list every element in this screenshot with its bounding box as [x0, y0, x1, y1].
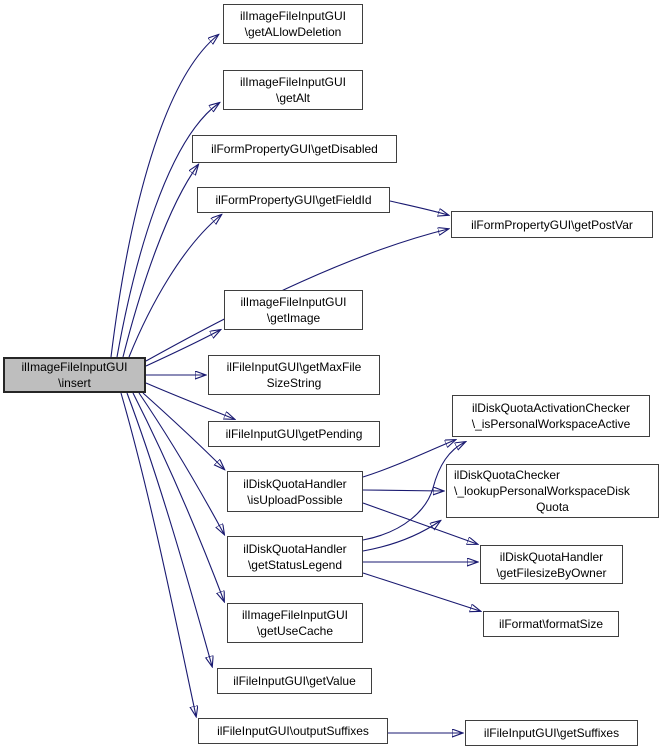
node-ilDiskQuotaActivationChecker-isPersonalWorkspaceActive[interactable]: ilDiskQuotaActivationChecker \_isPersonalWorkspaceActive — [452, 395, 650, 437]
edge-insert-to-getValue — [127, 393, 212, 666]
edge-isUploadPossible-to-lookupPersonalWorkspaceDiskQuota — [363, 490, 443, 491]
node-ilImageFileInputGUI-insert: ilImageFileInputGUI \insert — [3, 357, 146, 393]
node-ilFormPropertyGUI-getFieldId[interactable]: ilFormPropertyGUI\getFieldId — [197, 187, 390, 213]
edge-getFieldId-to-getPostVar — [390, 201, 448, 215]
node-ilDiskQuotaHandler-getFilesizeByOwner[interactable]: ilDiskQuotaHandler \getFilesizeByOwner — [480, 545, 623, 584]
node-ilFileInputGUI-getPending[interactable]: ilFileInputGUI\getPending — [208, 421, 380, 447]
node-ilImageFileInputGUI-getImage[interactable]: ilImageFileInputGUI \getImage — [224, 290, 363, 330]
edge-getStatusLegend-to-formatSize — [363, 573, 480, 611]
node-ilImageFileInputGUI-getUseCache[interactable]: ilImageFileInputGUI \getUseCache — [227, 603, 363, 643]
node-ilFileInputGUI-getMaxFileSizeString[interactable]: ilFileInputGUI\getMaxFile SizeString — [208, 355, 380, 395]
node-ilFormPropertyGUI-getDisabled[interactable]: ilFormPropertyGUI\getDisabled — [192, 135, 397, 163]
node-ilFileInputGUI-getValue[interactable]: ilFileInputGUI\getValue — [217, 668, 372, 694]
node-ilImageFileInputGUI-getALlowDeletion[interactable]: ilImageFileInputGUI \getALlowDeletion — [223, 4, 363, 44]
node-ilFileInputGUI-getSuffixes[interactable]: ilFileInputGUI\getSuffixes — [465, 720, 638, 746]
node-ilFileInputGUI-outputSuffixes[interactable]: ilFileInputGUI\outputSuffixes — [198, 718, 388, 744]
node-ilFormat-formatSize[interactable]: ilFormat\formatSize — [483, 611, 619, 637]
node-ilDiskQuotaHandler-getStatusLegend[interactable]: ilDiskQuotaHandler \getStatusLegend — [227, 536, 363, 577]
node-ilImageFileInputGUI-getAlt[interactable]: ilImageFileInputGUI \getAlt — [223, 70, 363, 110]
node-ilDiskQuotaChecker-lookupPersonalWorkspaceDiskQuota[interactable]: ilDiskQuotaChecker \_lookupPersonalWorkspaceDisk Quota — [446, 464, 659, 518]
node-ilFormPropertyGUI-getPostVar[interactable]: ilFormPropertyGUI\getPostVar — [451, 211, 653, 238]
edge-insert-to-outputSuffixes — [121, 393, 196, 716]
node-ilDiskQuotaHandler-isUploadPossible[interactable]: ilDiskQuotaHandler \isUploadPossible — [227, 471, 363, 512]
